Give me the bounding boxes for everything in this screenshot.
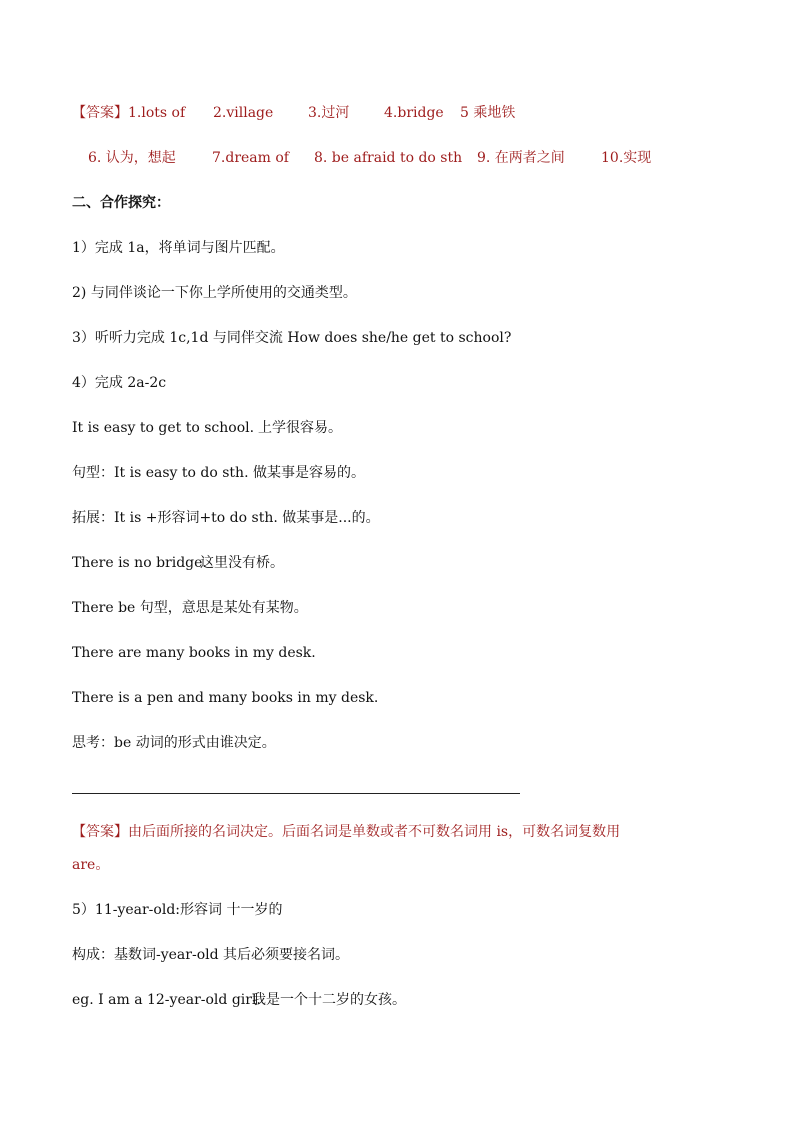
think-line: 思考：be 动词的形式由谁决定。	[72, 735, 276, 751]
example-sentence: There are many books in my desk.	[72, 645, 316, 661]
answer-item: 6. 认为，想起	[88, 150, 176, 166]
answer-row-3	[72, 822, 620, 842]
section-title: 二、合作探究：	[72, 195, 170, 211]
bridge-sentence: There is no bridge.	[72, 555, 207, 571]
bridge-translation: 这里没有桥。	[200, 555, 284, 571]
item-5-line: 5）11-year-old:形容词 十一岁的	[72, 902, 283, 918]
example-sentence: There is a pen and many books in my desk.	[72, 690, 379, 706]
eg-translation: 我是一个十二岁的女孩。	[252, 992, 406, 1008]
example-sentence: It is easy to get to school.	[72, 420, 255, 436]
answer-item: 7.dream of	[212, 150, 289, 166]
instruction-line: 3）听听力完成 1c,1d 与同伴交流 How does she/he get to school?	[72, 330, 512, 346]
answer-text-continued: are。	[72, 857, 110, 873]
example-translation: 上学很容易。	[258, 420, 342, 436]
there-be-line: There be 句型，意思是某处有某物。	[72, 600, 308, 616]
answer-row-1	[72, 103, 185, 123]
structure-line: 构成：基数词-year-old 其后必须要接名词。	[72, 947, 350, 963]
eg-sentence: eg. I am a 12-year-old girl.	[72, 992, 261, 1008]
answer-item: 5 乘地铁	[460, 105, 516, 121]
answer-text: 由后面所接的名词决定。后面名词是单数或者不可数名词用 is，可数名词复数用	[128, 824, 621, 840]
instruction-line: 1）完成 1a，将单词与图片匹配。	[72, 240, 285, 256]
instruction-line: 2) 与同伴谈论一下你上学所使用的交通类型。	[72, 285, 357, 301]
answer-item: 4.bridge	[384, 105, 444, 121]
answer-label: 【答案】	[72, 824, 128, 840]
answer-item: 1.lots of	[128, 105, 186, 121]
extend-line: 拓展：It is +形容词+to do sth. 做某事是...的。	[72, 510, 380, 526]
answer-blank-line	[72, 793, 520, 794]
pattern-line: 句型：It is easy to do sth. 做某事是容易的。	[72, 465, 365, 481]
answer-item: 3.过河	[308, 105, 350, 121]
instruction-line: 4）完成 2a-2c	[72, 375, 167, 391]
answer-label: 【答案】	[72, 105, 128, 121]
answer-item: 9. 在两者之间	[477, 150, 565, 166]
answer-item: 2.village	[213, 105, 274, 121]
answer-item: 8. be afraid to do sth	[314, 150, 463, 166]
answer-item: 10.实现	[601, 150, 652, 166]
